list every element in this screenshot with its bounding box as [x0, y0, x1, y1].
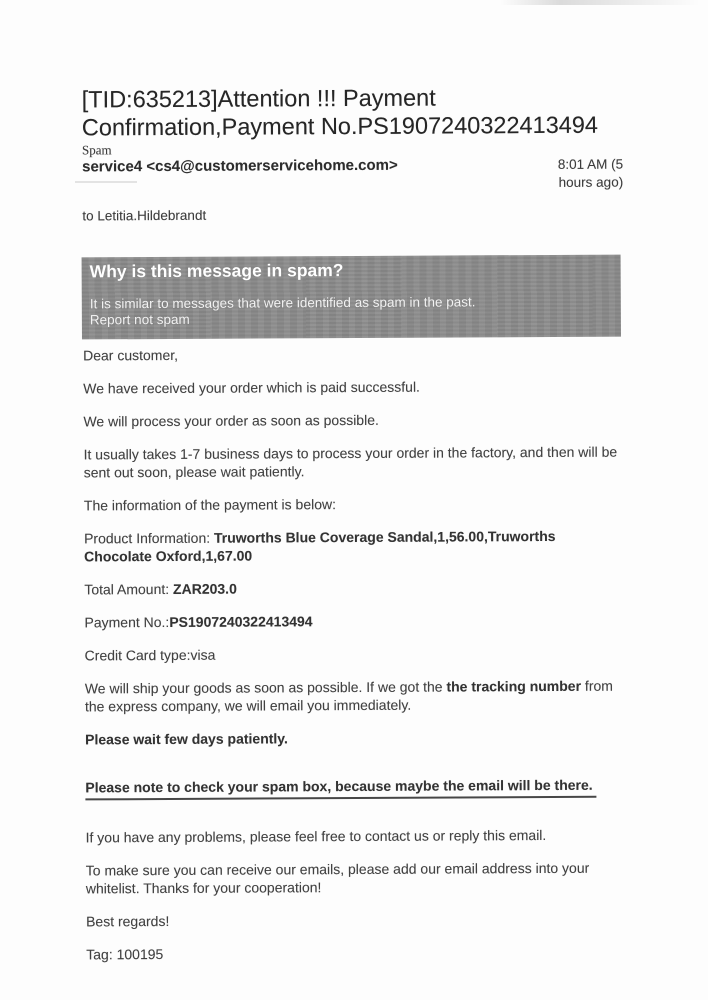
spam-banner-reason: It is similar to messages that were identified as spam in the past.	[89, 294, 476, 312]
body-paragraph	[83, 377, 624, 398]
body-text-segment: Dear customer,	[83, 346, 179, 364]
body-text-segment: Tag: 100195	[86, 946, 164, 963]
body-text-segment: We have received your order which is paid successful.	[83, 378, 420, 397]
email-content	[82, 83, 628, 979]
body-text-segment: Total Amount:	[84, 580, 174, 598]
body-paragraph	[85, 728, 626, 749]
body-text-segment: Truworths Blue Coverage Sandal,1,56.00,Truworths Chocolate Oxford,1,67.00	[84, 527, 556, 565]
report-not-spam-text: Report not spam	[89, 311, 190, 328]
body-paragraph	[83, 410, 624, 431]
body-paragraph	[84, 611, 625, 632]
body-paragraph	[84, 527, 625, 566]
body-text-segment: We will ship your goods as soon as possible. If we got the	[84, 678, 447, 697]
timestamp-line2: hours ago)	[558, 174, 624, 190]
body-paragraph	[85, 677, 626, 716]
body-paragraph	[86, 943, 627, 964]
spam-banner-title: Why is this message in spam?	[89, 260, 344, 282]
body-paragraph	[83, 344, 624, 365]
body-text-segment: the tracking number	[446, 677, 582, 695]
body-text-segment: The information of the payment is below:	[83, 496, 337, 514]
timestamp	[558, 156, 623, 192]
body-text-segment: Payment No.:	[84, 613, 170, 631]
sender-row	[82, 156, 623, 195]
email-subject: [TID:635213]Attention !!! Payment Confirmation,Payment No.PS1907240322413494	[81, 84, 599, 141]
body-paragraph	[84, 578, 625, 599]
body-paragraph	[86, 859, 627, 898]
body-text-segment: It usually takes 1-7 business days to process your order in the factory, and then will be sent out soon, please wait patiently.	[83, 443, 618, 481]
body-paragraph	[84, 494, 625, 515]
body-text-segment: from the express company, we will email you immediately.	[84, 677, 613, 715]
body-text-segment: We will process your order as soon as possible.	[83, 411, 379, 430]
email-body	[83, 344, 627, 964]
body-paragraph	[85, 644, 626, 665]
spam-warning-banner	[82, 255, 621, 340]
spam-label: Spam	[81, 142, 112, 158]
recipient: to Letitia.Hildebrandt	[82, 207, 207, 224]
body-paragraph	[85, 776, 596, 801]
timestamp-line1: 8:01 AM (5	[557, 156, 624, 172]
body-text-segment: Please wait few days patiently.	[85, 730, 288, 748]
body-text-segment: Credit Card type:visa	[84, 646, 216, 664]
sender-address: service4 <cs4@customerservicehome.com>	[82, 156, 398, 176]
body-paragraph	[86, 910, 627, 931]
body-paragraph	[86, 826, 627, 847]
body-text-segment: Best regards!	[86, 912, 170, 930]
body-text-segment: PS1907240322413494	[169, 613, 313, 630]
scan-smudge-top	[500, 0, 700, 5]
body-paragraph	[84, 443, 625, 482]
body-text-segment: Please note to check your spam box, because maybe the email will be there.	[85, 776, 593, 796]
body-text-segment: ZAR203.0	[172, 580, 237, 597]
body-text-segment: To make sure you can receive our emails, please add our email address into your whitelist. Thanks for your cooperation!	[85, 859, 590, 897]
body-text-segment: If you have any problems, please feel free to contact us or reply this email.	[85, 827, 547, 846]
body-text-segment: Product Information:	[83, 529, 215, 547]
